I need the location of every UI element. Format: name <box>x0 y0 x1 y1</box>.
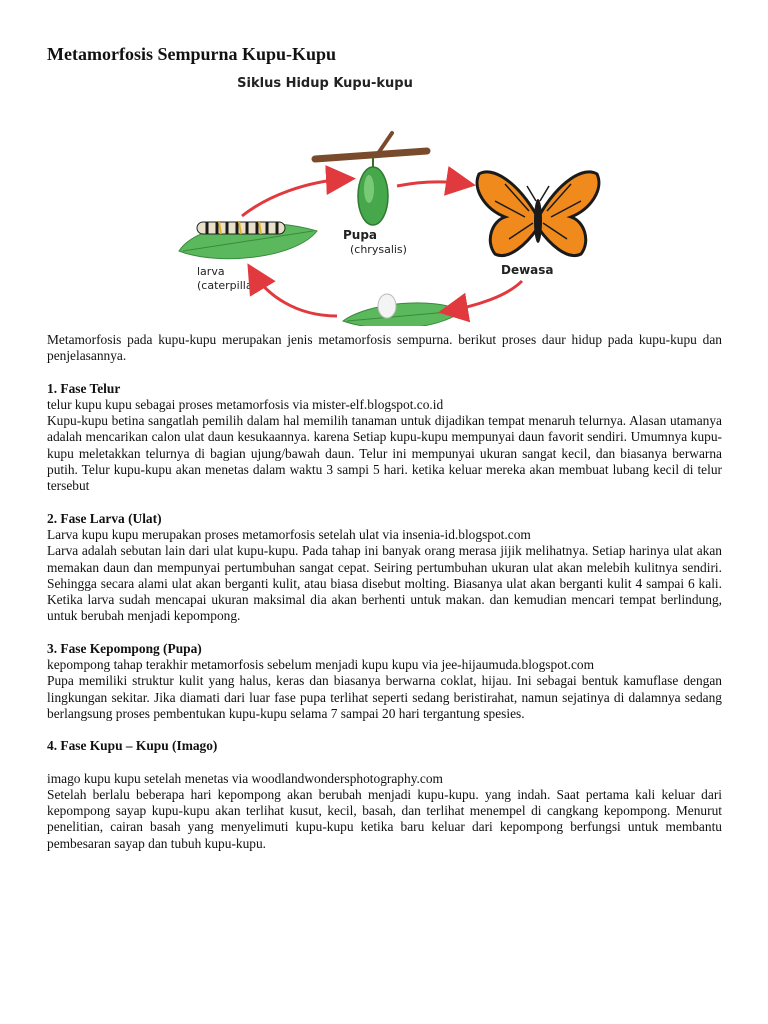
section-heading-pupa: 3. Fase Kepompong (Pupa) <box>47 640 202 656</box>
arrow-adult-to-egg <box>447 281 522 311</box>
arrow-egg-to-larva <box>252 271 337 316</box>
egg-leaf-icon <box>343 294 462 326</box>
page-title: Metamorfosis Sempurna Kupu-Kupu <box>47 44 337 64</box>
larva-sublabel: (caterpillar) <box>197 279 262 292</box>
section-heading-larva: 2. Fase Larva (Ulat) <box>47 510 162 526</box>
section-caption-pupa: kepompong tahap terakhir metamorfosis sebelum menjadi kupu kupu via jee-hijaumuda.blogspot.com <box>47 657 595 673</box>
section-body-larva: Larva adalah sebutan lain dari ulat kupu-kupu. Pada tahap ini banyak orang merasa jijik melihatnya. Setiap harinya ulat akan memakan daun dan mempunyai pertumbuhan sangat cepat. Seiring pertumbuhan ukuran ulat akan melebih kulitnya sendiri. Sehingga secara alami ulat akan berganti kulit, atau biasa disebut molting. Biasanya ulat akan berganti kulit 4 sampai 6 kali. Ketika larva sudah mencapai ukuran maksimal dia akan berhenti untuk makan. dan kemudian mencari tempat berlindung, untuk berubah menjadi kepompong. <box>47 543 722 624</box>
larva-leaf-icon <box>179 222 317 259</box>
document-page <box>47 40 722 852</box>
section-caption-egg: telur kupu kupu sebagai proses metamorfosis via mister-elf.blogspot.co.id <box>47 396 444 412</box>
section-body-egg: Kupu-kupu betina sangatlah pemilih dalam hal memilih tanaman untuk dijadikan tempat menaruh telurnya. Alasan utamanya adalah mencarikan calon ulat daun kesukaannya. karena Setiap kupu-kupu mempunyai daun favorit sendiri. Umumnya kupu-kupu meletakkan telurnya di bagian ujung/bawah daun. Telur ini mempunyai ukuran sangat kecil, dan biasanya berwarna putih. Telur kupu-kupu akan menetas dalam waktu 3 sampi 5 hari. ketika keluar mereka akan membuat lubang kecil di telur tersebut <box>47 413 722 494</box>
pupa-sublabel: (chrysalis) <box>350 243 407 256</box>
section-caption-imago: imago kupu kupu setelah menetas via woodlandwondersphotography.com <box>47 770 443 786</box>
life-cycle-diagram <box>47 71 722 326</box>
figure-title: Siklus Hidup Kupu-kupu <box>237 76 413 91</box>
section-heading-imago: 4. Fase Kupu – Kupu (Imago) <box>47 738 218 754</box>
butterfly-icon <box>477 172 599 256</box>
pupa-icon <box>358 157 388 225</box>
section-heading-egg: 1. Fase Telur <box>47 380 121 396</box>
adult-label: Dewasa <box>501 263 554 277</box>
section-body-pupa: Pupa memiliki struktur kulit yang halus, keras dan biasanya berwarna coklat, hijau. Ini sebagai bentuk kamuflase dengan lingkungan sekitar. Jika diamati dari luar fase pupa terlihat seperti sedang beristirahat, namun sejatinya di dalamnya sedang berlangsung proses pembentukan kupu-kupu selama 7 sampai 20 hari tergantung spesies. <box>47 673 722 721</box>
larva-label: larva <box>197 265 225 278</box>
section-caption-larva: Larva kupu kupu merupakan proses metamorfosis setelah ulat via insenia-id.blogspot.com <box>47 526 531 542</box>
branch <box>315 151 427 159</box>
pupa-label: Pupa <box>343 228 378 242</box>
section-body-imago: Setelah berlalu beberapa hari kepompong akan berubah menjadi kupu-kupu. yang indah. Saat pertama kali keluar dari kepompong sayap kupu-kupu akan terlihat kusut, kecil, basah, dan terlihat menempel di cangkang kepompong. Menurut penelitian, cairan basah yang menyelimuti kupu-kupu ketika baru keluar dari kepompong berfungsi untuk membantu pembesaran sayap dan tubuh kupu-kupu. <box>47 786 722 851</box>
arrow-pupa-to-adult <box>397 182 467 186</box>
intro-paragraph: Metamorfosis pada kupu-kupu merupakan jenis metamorfosis sempurna. berikut proses daur hidup pada kupu-kupu dan penjelasannya. <box>47 332 722 364</box>
life-cycle-figure <box>47 71 722 326</box>
arrow-larva-to-pupa <box>242 179 347 216</box>
